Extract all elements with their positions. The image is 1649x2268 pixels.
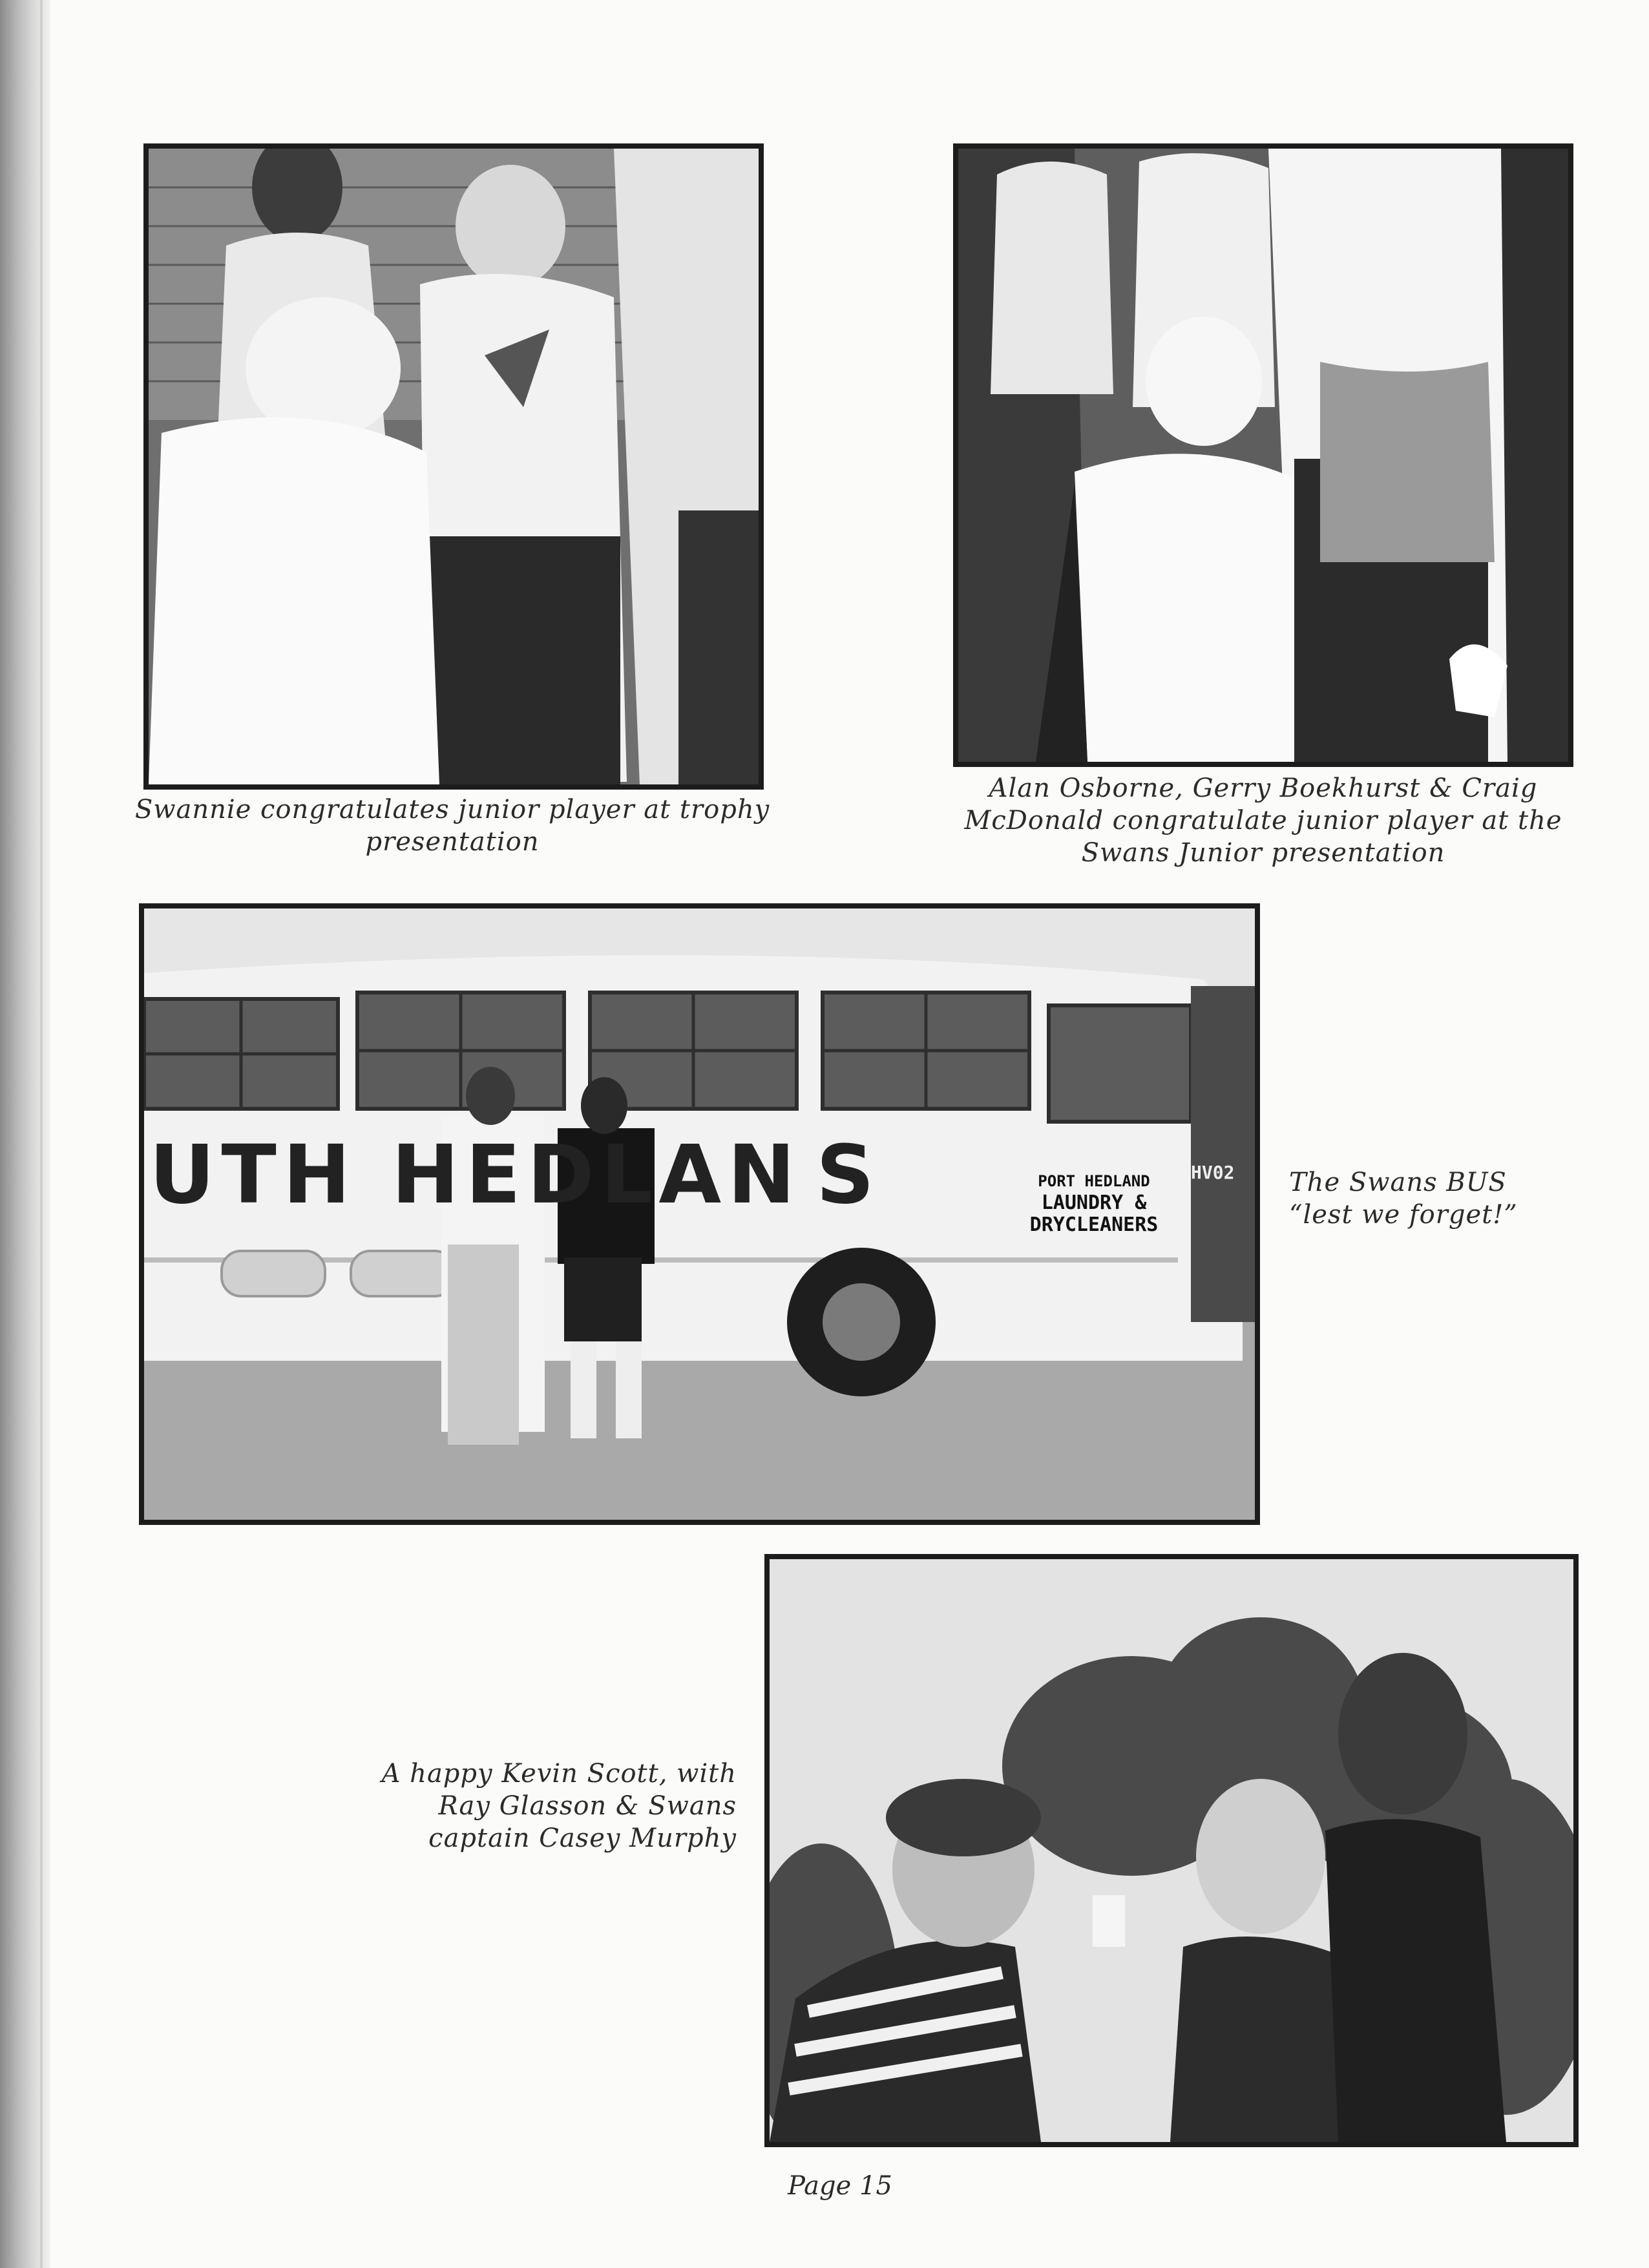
photo3-caption — [1289, 1166, 1612, 1231]
photo-kevin-scott-casey-murphy — [764, 1554, 1579, 2147]
caption-line: Swannie congratulates junior player at trophy — [134, 795, 770, 824]
bus-side-lettering-tail: S — [816, 1128, 875, 1222]
caption-line: McDonald congratulate junior player at the — [964, 806, 1562, 835]
bus-sign-line: DRYCLEANERS — [1029, 1213, 1159, 1236]
photo1-caption — [129, 793, 775, 858]
caption-line: captain Casey Murphy — [428, 1823, 737, 1853]
caption-line: Ray Glasson & Swans — [438, 1791, 737, 1821]
caption-line: A happy Kevin Scott, with — [381, 1759, 737, 1789]
caption-line: Alan Osborne, Gerry Boekhurst & Craig — [989, 773, 1538, 803]
page-binding-shadow — [0, 0, 50, 2268]
photo2-caption — [940, 772, 1586, 869]
bus-sign-laundry — [1010, 1170, 1178, 1236]
photo-swannie-trophy — [143, 143, 764, 790]
caption-line: “lest we forget!” — [1289, 1200, 1518, 1230]
caption-line: Swans Junior presentation — [1081, 838, 1445, 868]
photo-junior-presentation — [953, 143, 1573, 767]
caption-line: presentation — [365, 827, 540, 857]
binding-fold-line — [40, 0, 43, 2268]
bus-sign-line: LAUNDRY & — [1041, 1192, 1147, 1214]
page-number: Page 15 — [788, 2171, 892, 2201]
bus-plate: HV02 — [1191, 1162, 1235, 1183]
bus-sign-line: PORT HEDLAND — [1038, 1172, 1150, 1190]
caption-line: The Swans BUS — [1289, 1168, 1507, 1197]
photo-swans-bus — [139, 903, 1260, 1525]
photo4-caption — [323, 1758, 737, 1854]
bus-side-lettering: UTH HEDLAN — [149, 1128, 802, 1222]
